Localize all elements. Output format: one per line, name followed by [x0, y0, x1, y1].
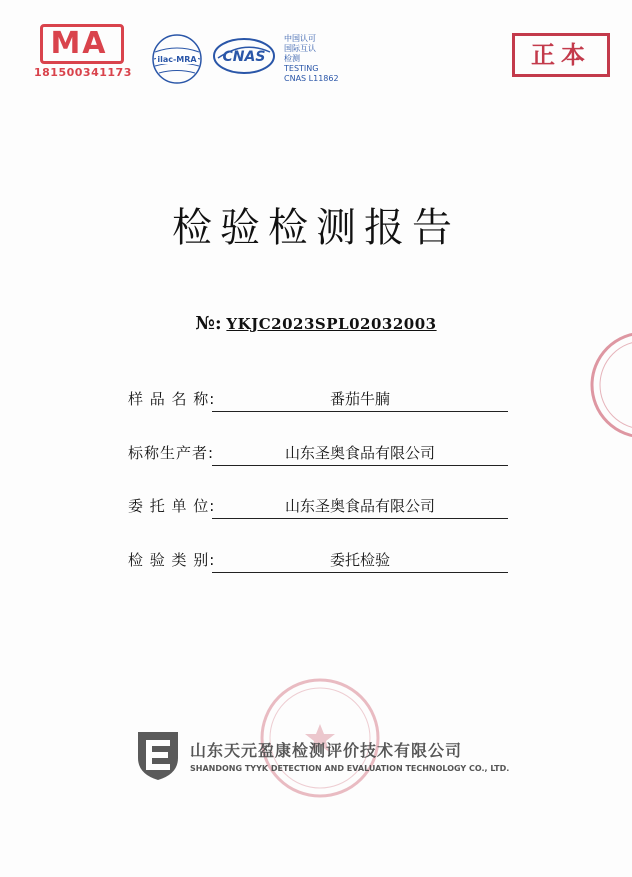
field-value: 山东圣奥食品有限公司: [212, 495, 508, 519]
cnas-line: 中国认可: [284, 34, 316, 43]
cnas-line: TESTING: [284, 64, 319, 73]
field-label: 样 品 名 称:: [128, 390, 216, 408]
edge-seal: [588, 330, 632, 440]
field-label: 委 托 单 位:: [128, 497, 216, 515]
field-value: 番茄牛腩: [212, 388, 508, 412]
field-value: 委托检验: [212, 549, 508, 573]
field-client: [128, 495, 508, 521]
ilac-mra-logo: [150, 32, 204, 86]
field-inspection-type: [128, 549, 508, 575]
report-number-prefix: №:: [195, 313, 222, 334]
cnas-text-mark: CNAS: [222, 49, 266, 65]
field-label: 标称生产者:: [128, 444, 215, 462]
ilac-mra-text: ilac-MRA: [157, 55, 197, 64]
field-value: 山东圣奥食品有限公司: [212, 442, 508, 466]
report-number: [0, 313, 632, 334]
cnas-logo: [212, 36, 276, 76]
cnas-info: [284, 34, 364, 84]
accreditation-logos: [22, 12, 339, 83]
original-copy-stamp: 正本: [512, 33, 610, 77]
field-label: 检 验 类 别:: [128, 551, 216, 569]
ma-logo: [34, 24, 132, 84]
page-title: 检验检测报告: [172, 205, 460, 251]
field-sample-name: [128, 388, 508, 414]
report-number-value: YKJC2023SPL02032003: [226, 315, 437, 333]
ma-letters: MA: [50, 26, 108, 61]
company-name-cn: 山东天元盈康检测评价技术有限公司: [190, 741, 463, 760]
company-name-en: SHANDONG TYYK DETECTION AND EVALUATION TECHNOLOGY CO., LTD.: [190, 764, 510, 773]
cnas-line: 国际互认: [284, 44, 316, 53]
cnas-line: CNAS L11862: [284, 74, 339, 83]
field-producer: [128, 442, 508, 468]
ma-code: 181500341173: [34, 66, 132, 79]
cnas-line: 检测: [284, 54, 300, 63]
company-logo-icon: [134, 728, 182, 782]
